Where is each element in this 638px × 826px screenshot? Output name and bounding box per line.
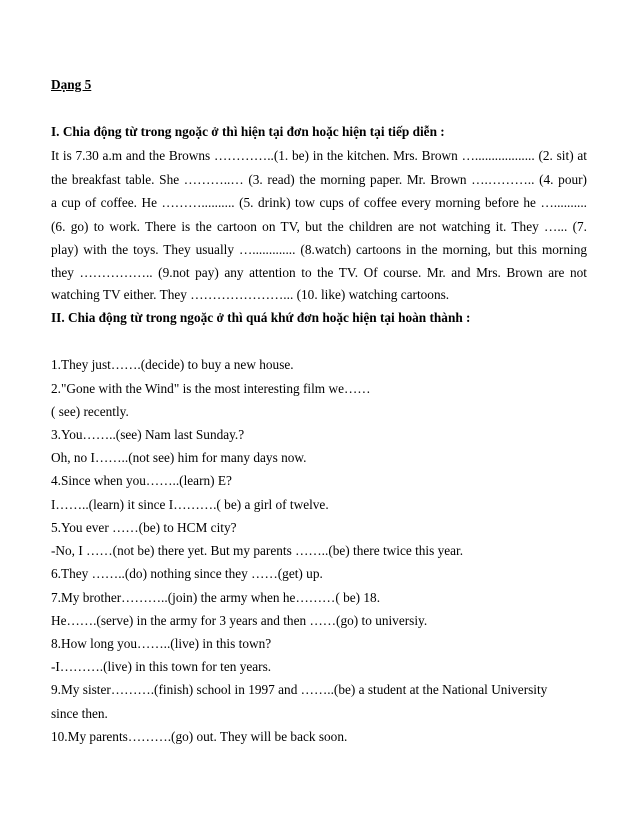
exercise-2-line: 2."Gone with the Wind" is the most interesting film we……: [51, 381, 371, 396]
exercise-2-line: I……..(learn) it since I……….( be) a girl of twelve.: [51, 497, 329, 512]
exercise-2-line: 6.They ……..(do) nothing since they ……(get) up.: [51, 566, 323, 581]
section-2-title: II. Chia động từ trong ngoặc ở thì quá khứ đơn hoặc hiện tại hoàn thành :: [51, 310, 471, 325]
exercise-1-line: watching TV either. They …………………... (10. like) watching cartoons.: [51, 287, 450, 302]
exercise-1-line: the breakfast table. She ………..… (3. read) the morning paper. Mr. Brown ….……….. (4. pour): [51, 172, 587, 187]
exercise-1-line: a cup of coffee. He ……….......... (5. drink) tow cups of coffee every morning before he …..........: [51, 195, 587, 210]
page-heading: Dạng 5: [51, 77, 92, 92]
exercise-2-line: -No, I ……(not be) there yet. But my parents ……..(be) there twice this year.: [51, 543, 464, 558]
exercise-2-line: 8.How long you……..(live) in this town?: [51, 636, 272, 651]
exercise-1-line: they …………….. (9.not pay) any attention to the TV. Of course. Mr. and Mrs. Brown are not: [51, 265, 587, 280]
exercise-2-line: 3.You……..(see) Nam last Sunday.?: [51, 427, 245, 442]
exercise-1-line: (6. go) to work. There is the cartoon on TV, but the children are not watching it. They …... (7.: [51, 219, 587, 234]
exercise-2-line: 4.Since when you……..(learn) E?: [51, 473, 232, 488]
exercise-1-line: play) with the toys. They usually …............. (8.watch) cartoons in the morning, but this morning: [51, 242, 587, 257]
exercise-2-line: He…….(serve) in the army for 3 years and then ……(go) to universiy.: [51, 613, 428, 628]
exercise-2-line: 9.My sister……….(finish) school in 1997 and ……..(be) a student at the National University: [51, 682, 548, 697]
exercise-2-line: Oh, no I……..(not see) him for many days now.: [51, 450, 307, 465]
exercise-2-line: 5.You ever ……(be) to HCM city?: [51, 520, 237, 535]
exercise-1-line: It is 7.30 a.m and the Browns …………..(1. be) in the kitchen. Mrs. Brown ….................. (2. sit) at: [51, 148, 587, 163]
exercise-2-line: -I……….(live) in this town for ten years.: [51, 659, 272, 674]
exercise-2-line: since then.: [51, 706, 108, 721]
exercise-2-line: 1.They just…….(decide) to buy a new house.: [51, 357, 294, 372]
exercise-2-line: 7.My brother………..(join) the army when he………( be) 18.: [51, 590, 381, 605]
exercise-2-line: 10.My parents……….(go) out. They will be back soon.: [51, 729, 348, 744]
section-1-title: I. Chia động từ trong ngoặc ở thì hiện tại đơn hoặc hiện tại tiếp diễn :: [51, 124, 445, 139]
exercise-2-line: ( see) recently.: [51, 404, 129, 419]
